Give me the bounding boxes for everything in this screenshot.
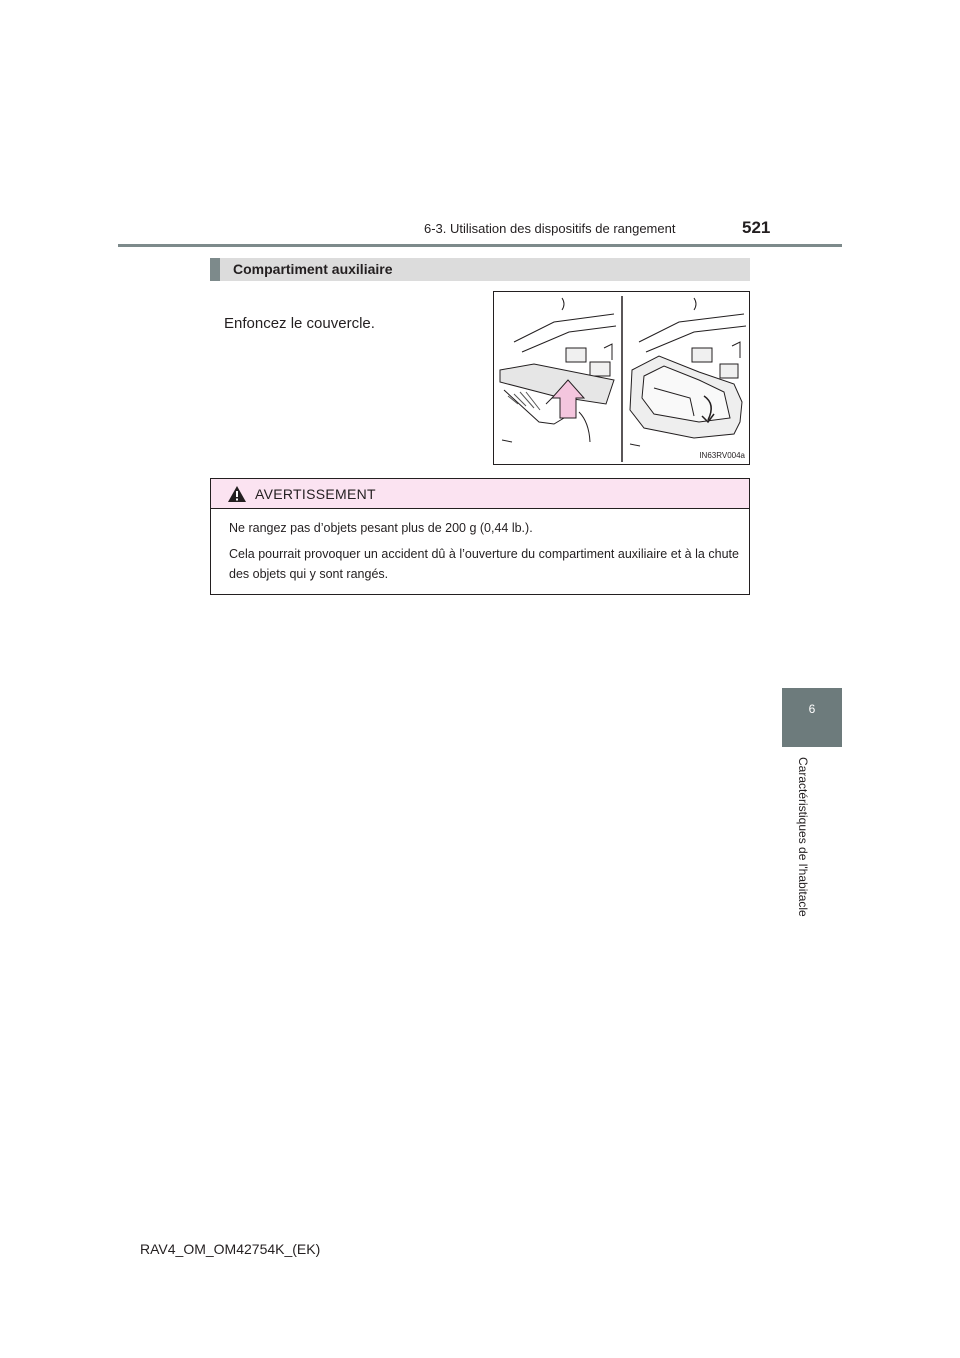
chapter-label: Caractéristiques de l'habitacle [796, 757, 810, 917]
warning-text-2: Cela pourrait provoquer un accident dû à l’ouverture du compartiment auxiliaire et à la chute des objets qui y sont rangés. [229, 547, 739, 581]
figure-illustration [493, 291, 750, 465]
warning-title: AVERTISSEMENT [255, 486, 376, 502]
header-section-title: 6-3. Utilisation des dispositifs de rangement [424, 221, 676, 236]
warning-header [211, 479, 749, 509]
header-divider [118, 244, 842, 247]
warning-box [210, 478, 750, 595]
chapter-tab [782, 688, 842, 747]
document-id: RAV4_OM_OM42754K_(EK) [140, 1241, 321, 1257]
section-heading-bar [210, 258, 750, 281]
figure-code: IN63RV004a [699, 451, 745, 460]
warning-triangle-icon [227, 485, 247, 503]
section-title: Compartiment auxiliaire [233, 261, 393, 277]
chapter-number: 6 [808, 702, 816, 716]
page-number: 521 [742, 218, 771, 237]
instruction-text: Enfoncez le couvercle. [224, 315, 375, 332]
warning-text-1: Ne rangez pas d’objets pesant plus de 200 g (0,44 lb.). [229, 521, 533, 535]
compartment-illustration [494, 292, 749, 464]
